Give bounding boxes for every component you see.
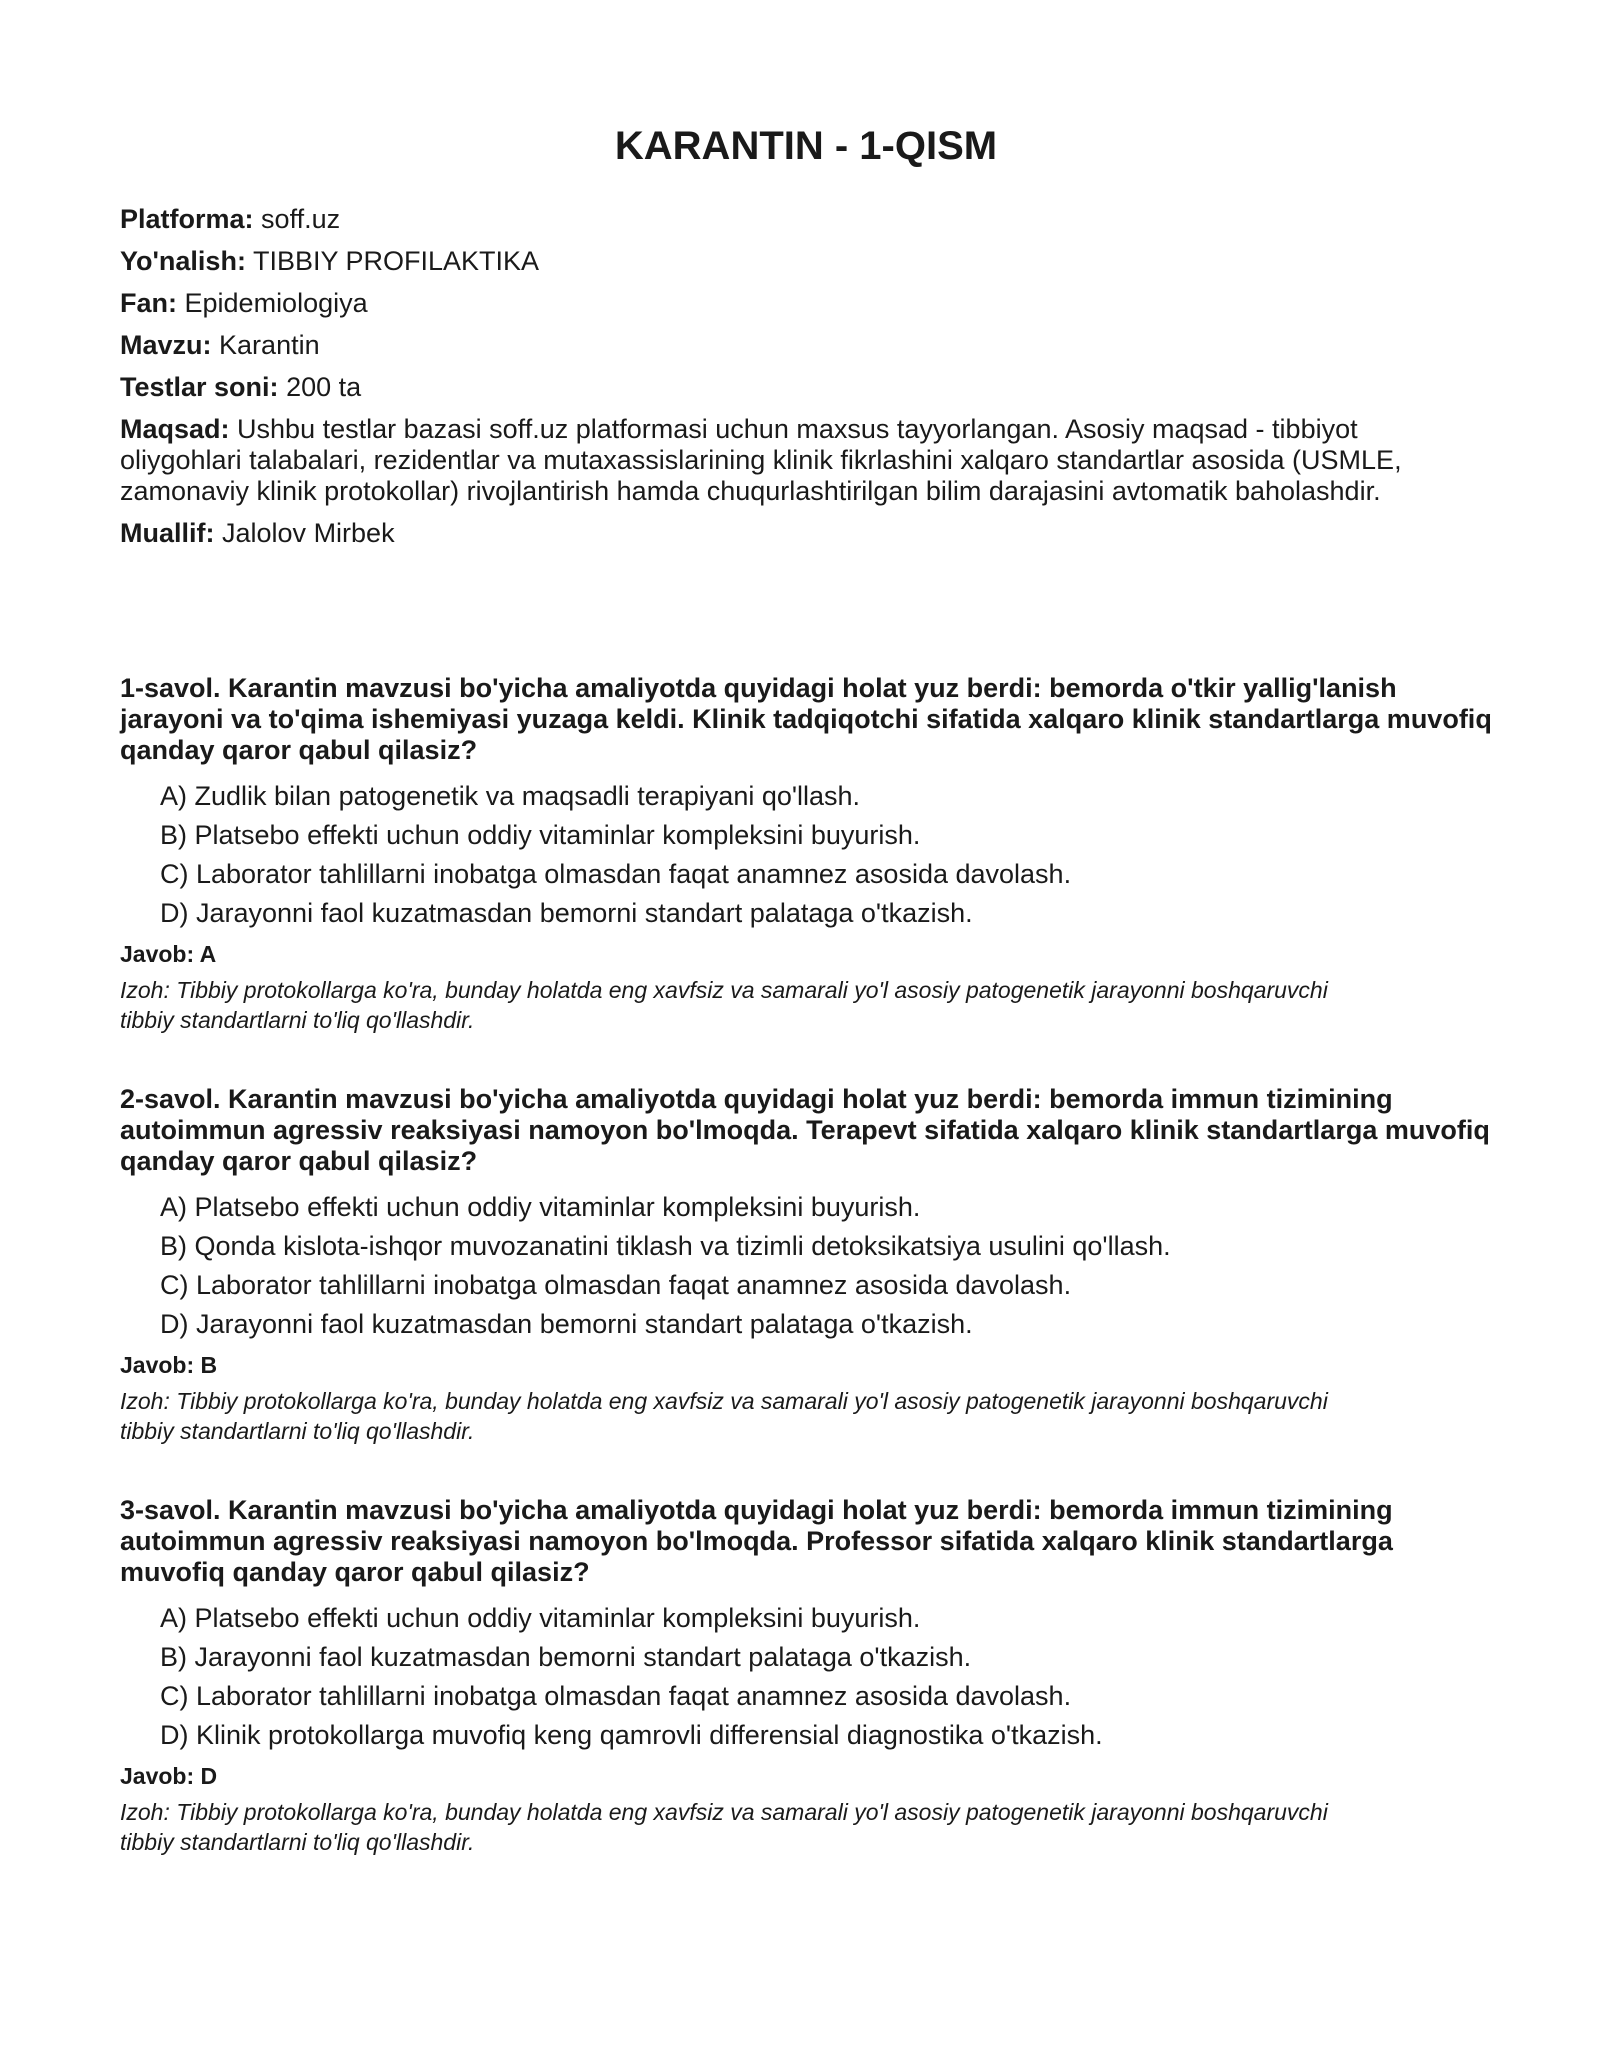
- option-a: A) Zudlik bilan patogenetik va maqsadli terapiyani qo'llash.: [160, 781, 861, 811]
- meta-label: Mavzu:: [120, 330, 212, 360]
- question-text: 3-savol. Karantin mavzusi bo'yicha amaliyotda quyidagi holat yuz berdi: bemorda immun tizimining autoimmun agressiv reaksiyasi namoyon bo'lmoqda. Professor sifatida xalqaro klinik standartlarga muvofiq qanday qaror qabul qilasiz?: [120, 1495, 1393, 1587]
- document-title: KARANTIN - 1-QISM: [614, 124, 998, 168]
- meta-direction: [120, 246, 1460, 277]
- meta-value: Jalolov Mirbek: [222, 518, 395, 548]
- option-c: C) Laborator tahlillarni inobatga olmasdan faqat anamnez asosida davolash.: [160, 1681, 1072, 1711]
- option-c: C) Laborator tahlillarni inobatga olmasdan faqat anamnez asosida davolash.: [160, 1270, 1072, 1300]
- option-a: A) Platsebo effekti uchun oddiy vitaminlar kompleksini buyurish.: [160, 1192, 921, 1222]
- meta-label: Maqsad:: [120, 414, 230, 444]
- option-d: D) Jarayonni faol kuzatmasdan bemorni standart palataga o'tkazish.: [160, 898, 973, 928]
- question-text: 2-savol. Karantin mavzusi bo'yicha amaliyotda quyidagi holat yuz berdi: bemorda immun tizimining autoimmun agressiv reaksiyasi namoyon bo'lmoqda. Terapevt sifatida xalqaro klinik standartlarga muvofiq qanday qaror qabul qilasiz?: [120, 1084, 1490, 1176]
- meta-purpose: [120, 414, 1460, 507]
- metadata-block: [120, 204, 1460, 560]
- meta-label: Testlar soni:: [120, 372, 279, 402]
- meta-value: Ushbu testlar bazasi soff.uz platformasi uchun maxsus tayyorlangan. Asosiy maqsad - tibbiyot oliygohlari talabalari, rezidentlar va mutaxassislarining klinik fikrlashini xalqaro standartlar asosida (USMLE, zamonaviy klinik protokollar) rivojlantirish hamda chuqurlashtirilgan bilim darajasini avtomatik baholashdir.: [120, 414, 1402, 506]
- meta-subject: [120, 288, 1460, 319]
- question-list: [120, 673, 1492, 1906]
- question-3: [120, 1495, 1492, 1857]
- option-b: B) Qonda kislota-ishqor muvozanatini tiklash va tizimli detoksikatsiya usulini qo'llash.: [160, 1231, 1171, 1261]
- meta-platform: [120, 204, 1460, 235]
- explanation-note: Izoh: Tibbiy protokollarga ko'ra, bunday holatda eng xavfsiz va samarali yo'l asosiy patogenetik jarayonni boshqaruvchi tibbiy standartlarni to'liq qo'llashdir.: [120, 1799, 1328, 1855]
- meta-value: 200 ta: [286, 372, 362, 402]
- option-b: B) Platsebo effekti uchun oddiy vitaminlar kompleksini buyurish.: [160, 820, 921, 850]
- question-1: [120, 673, 1492, 1035]
- meta-value: soff.uz: [261, 204, 341, 234]
- option-b: B) Jarayonni faol kuzatmasdan bemorni standart palataga o'tkazish.: [160, 1642, 972, 1672]
- option-d: D) Klinik protokollarga muvofiq keng qamrovli differensial diagnostika o'tkazish.: [160, 1720, 1103, 1750]
- option-d: D) Jarayonni faol kuzatmasdan bemorni standart palataga o'tkazish.: [160, 1309, 973, 1339]
- question-2: [120, 1084, 1492, 1446]
- answer-label: Javob: A: [120, 941, 217, 967]
- meta-value: TIBBIY PROFILAKTIKA: [252, 246, 540, 276]
- option-list: [120, 780, 1492, 929]
- option-list: [120, 1602, 1492, 1751]
- option-a: A) Platsebo effekti uchun oddiy vitaminlar kompleksini buyurish.: [160, 1603, 921, 1633]
- meta-value: Epidemiologiya: [184, 288, 368, 318]
- explanation-note: Izoh: Tibbiy protokollarga ko'ra, bunday holatda eng xavfsiz va samarali yo'l asosiy patogenetik jarayonni boshqaruvchi tibbiy standartlarni to'liq qo'llashdir.: [120, 977, 1328, 1033]
- answer-label: Javob: B: [120, 1352, 218, 1378]
- question-text: 1-savol. Karantin mavzusi bo'yicha amaliyotda quyidagi holat yuz berdi: bemorda o'tkir yallig'lanish jarayoni va to'qima ishemiyasi yuzaga keldi. Klinik tadqiqotchi sifatida xalqaro klinik standartlarga muvofiq qanday qaror qabul qilasiz?: [120, 673, 1492, 765]
- option-list: [120, 1191, 1492, 1340]
- meta-author: [120, 518, 1460, 549]
- meta-value: Karantin: [219, 330, 320, 360]
- explanation-note: Izoh: Tibbiy protokollarga ko'ra, bunday holatda eng xavfsiz va samarali yo'l asosiy patogenetik jarayonni boshqaruvchi tibbiy standartlarni to'liq qo'llashdir.: [120, 1388, 1328, 1444]
- meta-label: Muallif:: [120, 518, 215, 548]
- meta-label: Fan:: [120, 288, 177, 318]
- meta-label: Yo'nalish:: [120, 246, 246, 276]
- meta-test-count: [120, 372, 1460, 403]
- option-c: C) Laborator tahlillarni inobatga olmasdan faqat anamnez asosida davolash.: [160, 859, 1072, 889]
- meta-label: Platforma:: [120, 204, 254, 234]
- meta-topic: [120, 330, 1460, 361]
- answer-label: Javob: D: [120, 1763, 218, 1789]
